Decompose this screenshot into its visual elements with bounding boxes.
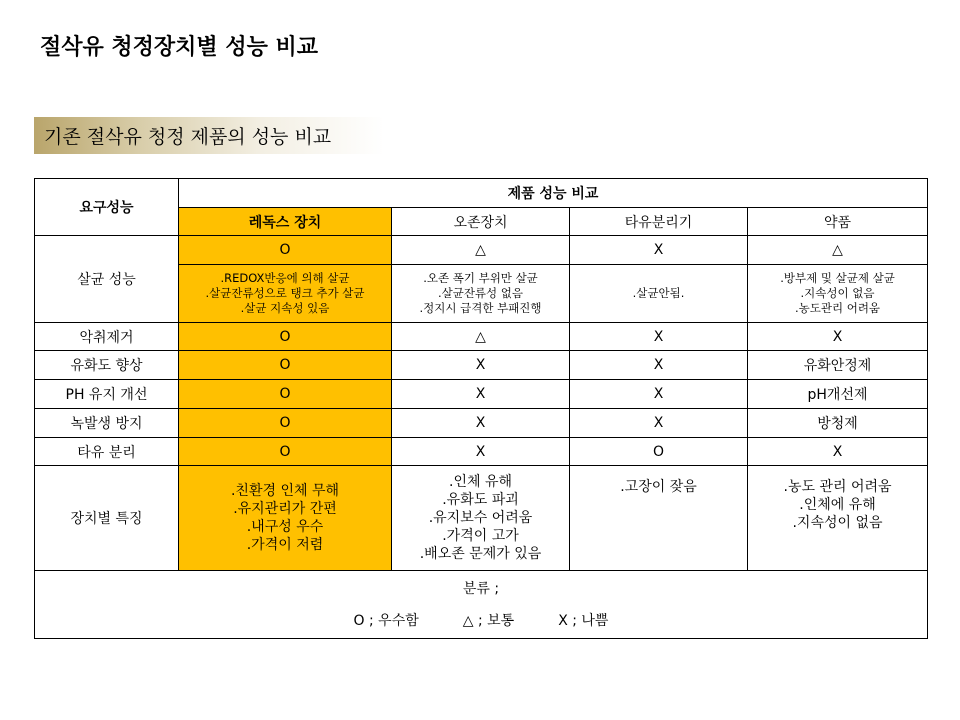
feature-line: .가격이 저렴 — [246, 537, 324, 553]
table-row — [35, 438, 928, 466]
note-line: .정지시 급격한 부패진행 — [419, 301, 542, 315]
row-label: 타유 분리 — [35, 438, 179, 466]
column-header-oil-separator: 타유분리기 — [570, 208, 748, 236]
note-line: .살균 지속성 있음 — [240, 301, 330, 315]
rating-cell: X — [570, 409, 748, 438]
corner-header: 요구성능 — [35, 179, 179, 236]
legend-bad: X ; 나쁨 — [558, 612, 609, 629]
note-line: .방부제 및 살균제 살균 — [780, 271, 895, 285]
rating-cell: X — [570, 380, 748, 409]
sterilization-note-chemical — [748, 265, 928, 323]
feature-line: .유지보수 어려움 — [428, 510, 533, 526]
rating-cell: O — [179, 236, 392, 265]
row-label: PH 유지 개선 — [35, 380, 179, 409]
feature-line: .배오존 문제가 있음 — [419, 546, 542, 562]
feature-line: .지속성이 없음 — [792, 515, 883, 531]
column-header-redox: 레독스 장치 — [179, 208, 392, 236]
rating-cell: O — [179, 438, 392, 466]
sterilization-note-redox — [179, 265, 392, 323]
features-redox — [179, 466, 392, 571]
page-title: 절삭유 청정장치별 성능 비교 — [40, 35, 319, 60]
features-oil-separator — [570, 466, 748, 571]
rating-cell: △ — [392, 323, 570, 351]
column-header-ozone: 오존장치 — [392, 208, 570, 236]
note-line: .REDOX반응에 의해 살균 — [220, 271, 350, 285]
table-row — [35, 323, 928, 351]
feature-line: .농도 관리 어려움 — [783, 479, 892, 495]
row-label: 녹발생 방지 — [35, 409, 179, 438]
row-label-sterilization: 살균 성능 — [35, 236, 179, 323]
rating-cell: △ — [392, 236, 570, 265]
feature-line: .내구성 우수 — [246, 519, 324, 535]
note-line: .살균안됨. — [632, 286, 685, 300]
sterilization-note-ozone — [392, 265, 570, 323]
rating-cell: pH개선제 — [748, 380, 928, 409]
rating-cell: △ — [748, 236, 928, 265]
table-row — [35, 351, 928, 380]
rating-cell: X — [392, 438, 570, 466]
rating-cell: X — [392, 409, 570, 438]
rating-cell: O — [179, 323, 392, 351]
features-ozone — [392, 466, 570, 571]
rating-cell: X — [570, 236, 748, 265]
legend-normal: △ ; 보통 — [462, 612, 515, 629]
legend-heading: 분류 ; — [462, 580, 500, 597]
rating-cell: X — [570, 351, 748, 380]
group-header: 제품 성능 비교 — [179, 179, 928, 208]
note-line: .농도관리 어려움 — [794, 301, 881, 315]
note-line: .오존 폭기 부위만 살균 — [423, 271, 538, 285]
row-label: 악취제거 — [35, 323, 179, 351]
sterilization-note-oil-separator — [570, 265, 748, 323]
rating-cell: X — [392, 351, 570, 380]
rating-cell: 방청제 — [748, 409, 928, 438]
feature-line: .유지관리가 간편 — [233, 501, 337, 517]
rating-cell: X — [570, 323, 748, 351]
rating-cell: O — [179, 409, 392, 438]
performance-comparison-table — [34, 178, 928, 639]
rating-cell: O — [179, 351, 392, 380]
feature-line: .고장이 잦음 — [620, 479, 697, 495]
note-line: .지속성이 없음 — [800, 286, 875, 300]
rating-cell: X — [748, 438, 928, 466]
rating-cell: 유화안정제 — [748, 351, 928, 380]
legend-good: O ; 우수함 — [353, 612, 419, 629]
feature-line: .친환경 인체 무해 — [230, 483, 340, 499]
section-subtitle: 기존 절삭유 청정 제품의 성능 비교 — [44, 126, 332, 148]
column-header-chemical: 약품 — [748, 208, 928, 236]
legend-items — [35, 612, 927, 630]
feature-line: .인체에 유해 — [799, 497, 876, 513]
table-row — [35, 380, 928, 409]
feature-line: .인체 유해 — [449, 474, 512, 490]
features-chemical — [748, 466, 928, 571]
note-line: .살균잔류성으로 탱크 추가 살균 — [205, 286, 365, 300]
rating-cell: O — [179, 380, 392, 409]
note-line: .살균잔류성 없음 — [437, 286, 524, 300]
row-label: 유화도 향상 — [35, 351, 179, 380]
feature-line: .가격이 고가 — [442, 528, 519, 544]
rating-cell: O — [570, 438, 748, 466]
rating-cell: X — [748, 323, 928, 351]
table-row — [35, 409, 928, 438]
feature-line: .유화도 파괴 — [442, 492, 519, 508]
rating-cell: X — [392, 380, 570, 409]
legend — [35, 571, 928, 639]
row-label-features: 장치별 특징 — [35, 466, 179, 571]
